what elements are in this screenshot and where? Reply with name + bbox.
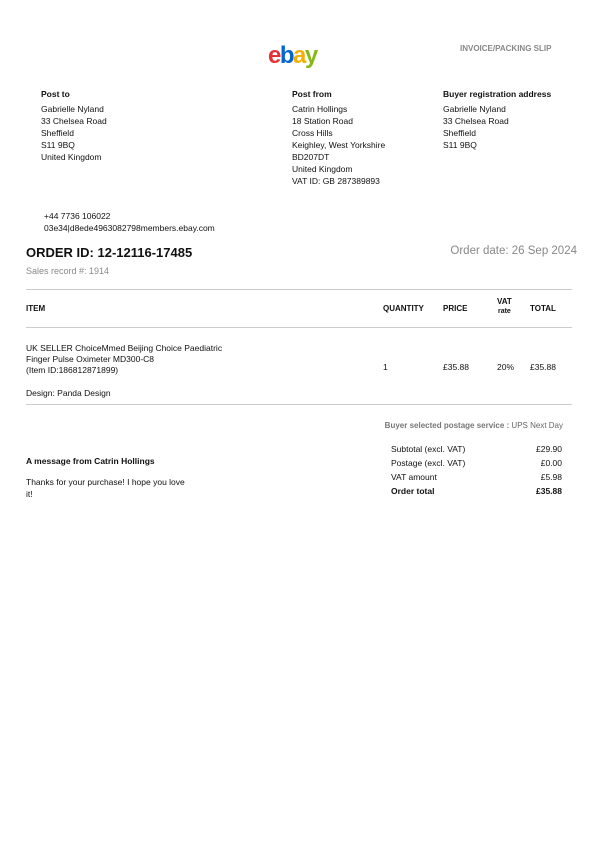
post-to-line: United Kingdom — [41, 152, 102, 162]
table-row-item-description — [26, 343, 266, 376]
item-design: Design: Panda Design — [26, 388, 111, 398]
post-to-line: S11 9BQ — [41, 140, 75, 150]
column-header-vat — [497, 297, 512, 317]
column-header-vat-line2: rate — [497, 308, 511, 315]
logo-letter-a: a — [293, 42, 305, 69]
totals-label: Postage (excl. VAT) — [391, 458, 466, 468]
buyer-registration-line: S11 9BQ — [443, 140, 477, 150]
totals-value: £5.98 — [540, 472, 562, 482]
buyer-email: 03e34|d8ede4963082798members.ebay.com — [44, 223, 215, 233]
divider — [26, 289, 572, 290]
post-from-block — [292, 89, 385, 187]
item-title-line: UK SELLER ChoiceMmed Beijing Choice Paediatric — [26, 343, 223, 353]
item-title-line: Finger Pulse Oximeter MD300-C8 — [26, 354, 155, 364]
totals-row-vat — [391, 472, 562, 486]
item-total: £35.88 — [530, 362, 556, 372]
post-to-line: Sheffield — [41, 128, 74, 138]
buyer-registration-heading: Buyer registration address — [443, 89, 552, 99]
column-header-quantity: QUANTITY — [383, 304, 424, 313]
totals-row-postage — [391, 458, 562, 472]
sales-record: Sales record #: 1914 — [26, 266, 110, 276]
item-quantity: 1 — [383, 362, 388, 372]
post-from-line: Cross Hills — [292, 128, 333, 138]
post-from-heading: Post from — [292, 89, 332, 99]
post-from-line: BD207DT — [292, 152, 330, 162]
post-to-line: 33 Chelsea Road — [41, 116, 107, 126]
buyer-registration-line: Sheffield — [443, 128, 476, 138]
post-from-line: Catrin Hollings — [292, 104, 348, 114]
item-vat-rate: 20% — [497, 362, 515, 372]
divider — [26, 327, 572, 328]
buyer-registration-line: Gabrielle Nyland — [443, 104, 506, 114]
postage-service-value: UPS Next Day — [511, 421, 563, 430]
document-type: INVOICE/PACKING SLIP — [460, 44, 552, 53]
post-to-line: Gabrielle Nyland — [41, 104, 104, 114]
post-from-line: 18 Station Road — [292, 116, 353, 126]
buyer-phone: +44 7736 106022 — [44, 211, 111, 221]
totals-label: VAT amount — [391, 472, 437, 482]
seller-message-heading: A message from Catrin Hollings — [26, 456, 155, 466]
seller-message-body: Thanks for your purchase! I hope you love it! — [26, 477, 185, 499]
post-to-block — [41, 89, 107, 163]
logo-letter-e: e — [268, 42, 280, 69]
column-header-price: PRICE — [443, 304, 468, 313]
divider — [26, 404, 572, 405]
logo-letter-y: y — [304, 42, 317, 69]
buyer-contact — [44, 210, 215, 234]
logo-letter-b: b — [279, 42, 294, 69]
totals-label: Subtotal (excl. VAT) — [391, 444, 466, 454]
buyer-registration-block — [443, 89, 551, 151]
column-header-item: ITEM — [26, 304, 46, 313]
order-total-value: £35.88 — [536, 486, 562, 496]
column-header-vat-line1: VAT — [497, 297, 512, 306]
item-id: (Item ID:186812871899) — [26, 365, 119, 375]
post-from-line: United Kingdom — [292, 164, 353, 174]
column-header-total: TOTAL — [530, 304, 556, 313]
postage-service-label: Buyer selected postage service : — [384, 421, 510, 430]
totals-row-subtotal — [391, 444, 562, 458]
item-price: £35.88 — [443, 362, 469, 372]
vat-id: VAT ID: GB 287389893 — [292, 176, 380, 186]
order-date: Order date: 26 Sep 2024 — [450, 245, 577, 257]
post-from-line: Keighley, West Yorkshire — [292, 140, 386, 150]
totals-value: £0.00 — [540, 458, 562, 468]
post-to-heading: Post to — [41, 89, 70, 99]
order-total-label: Order total — [391, 486, 435, 496]
ebay-logo — [268, 42, 317, 70]
buyer-registration-line: 33 Chelsea Road — [443, 116, 509, 126]
totals-row-order-total — [391, 486, 562, 500]
postage-service — [385, 421, 563, 430]
order-id: ORDER ID: 12-12116-17485 — [26, 245, 193, 260]
totals-value: £29.90 — [536, 444, 562, 454]
